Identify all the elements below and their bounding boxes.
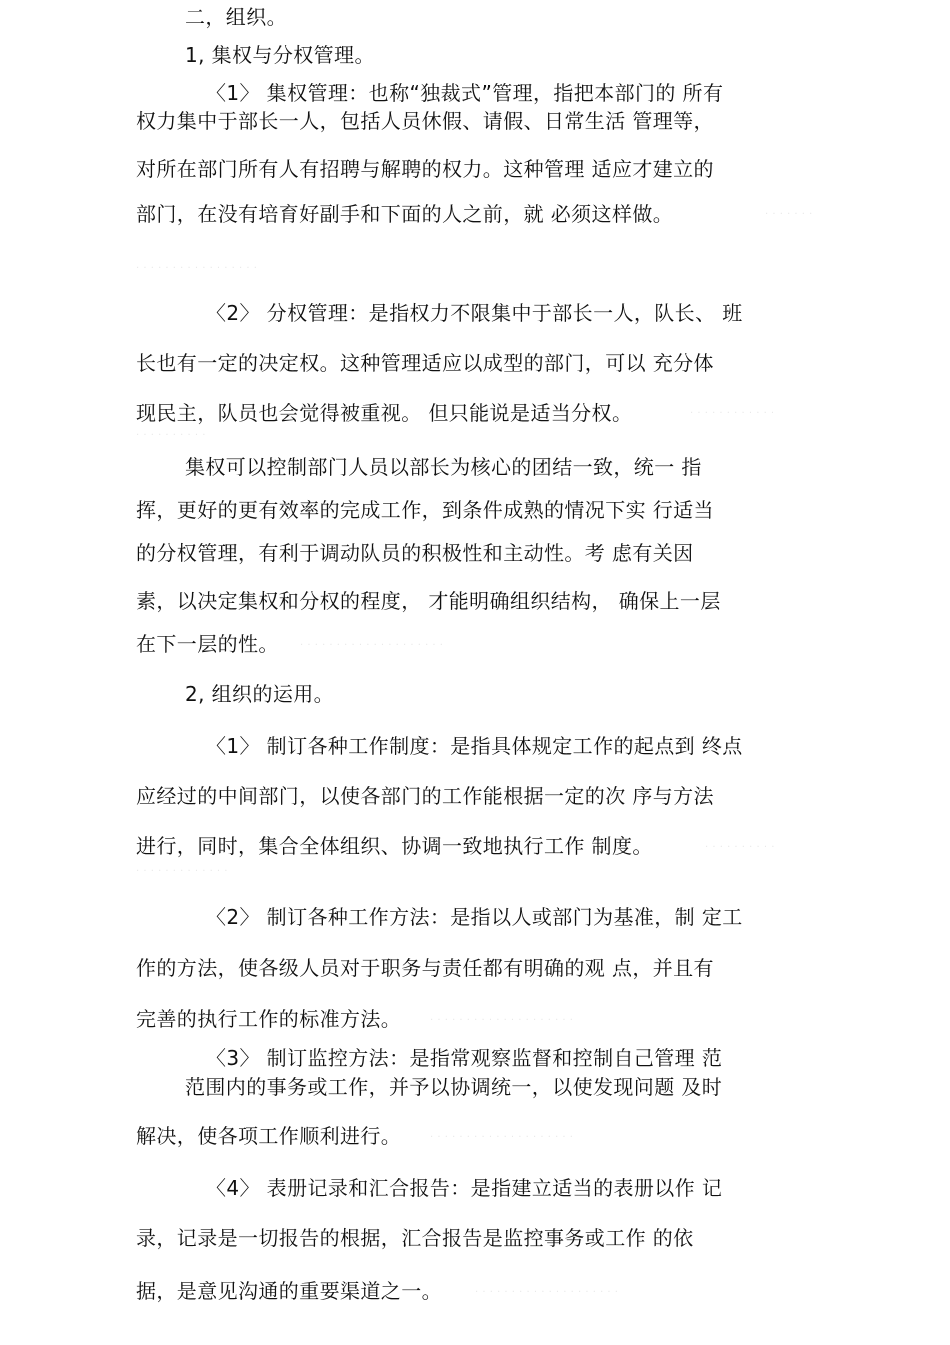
paragraph-line: 权力集中于部长一人，包括人员休假、请假、日常生活 管理等， xyxy=(136,109,714,133)
subsection-heading: 1, 集权与分权管理。 xyxy=(185,43,375,67)
faint-mark: · · · · · · · · · · xyxy=(705,842,775,853)
paragraph-line: 解决，使各项工作顺利进行。 xyxy=(136,1124,402,1148)
paragraph-line: 在下一层的性。 xyxy=(136,632,279,656)
paragraph-line: 部门，在没有培育好副手和下面的人之前，就 必须这样做。 xyxy=(136,202,674,226)
paragraph-line: 的分权管理，有利于调动队员的积极性和主动性。考 虑有关因 xyxy=(136,541,694,565)
paragraph-line: 挥，更好的更有效率的完成工作，到条件成熟的情况下实 行适当 xyxy=(136,498,714,522)
faint-mark: · · · · · · · · · · · · xyxy=(690,408,775,419)
paragraph-line: 应经过的中间部门，以使各部门的工作能根据一定的次 序与方法 xyxy=(136,784,714,808)
faint-mark: · · · · · · · xyxy=(765,209,813,220)
paragraph-line: 〈1〉 制订各种工作制度：是指具体规定工作的起点到 终点 xyxy=(206,734,743,758)
section-heading: 二，组织。 xyxy=(185,5,287,29)
paragraph-line: 进行，同时，集合全体组织、协调一致地执行工作 制度。 xyxy=(136,834,653,858)
faint-mark: · · · · · · · · · · xyxy=(136,430,206,441)
paragraph-line: 完善的执行工作的标准方法。 xyxy=(136,1007,402,1031)
faint-mark: · · · · · · · · · · · · · · · · · · · · xyxy=(430,1015,574,1026)
paragraph-line: 〈4〉 表册记录和汇合报告：是指建立适当的表册以作 记 xyxy=(206,1176,723,1200)
faint-mark: · · · · · · · · · · · · · xyxy=(136,866,228,877)
faint-mark: · · · · · · · · · · · · · · · · · xyxy=(136,263,258,274)
paragraph-line: 〈3〉 制订监控方法：是指常观察监督和控制自己管理 范 xyxy=(206,1046,723,1070)
faint-mark: · · · · · · · · · · · · · · · · · · · · xyxy=(475,1287,619,1298)
paragraph-line: 范围内的事务或工作，并予以协调统一，以使发现问题 及时 xyxy=(185,1075,723,1099)
paragraph-line: 集权可以控制部门人员以部长为核心的团结一致，统一 指 xyxy=(185,455,702,479)
paragraph-line: 录，记录是一切报告的根据，汇合报告是监控事务或工作 的依 xyxy=(136,1226,694,1250)
faint-mark: · · · · · · · · · · · · · · · · · · · · xyxy=(430,1132,574,1143)
paragraph-line: 现民主，队员也会觉得被重视。 但只能说是适当分权。 xyxy=(136,401,633,425)
paragraph-line: 长也有一定的决定权。这种管理适应以成型的部门，可以 充分体 xyxy=(136,351,714,375)
faint-mark: · · · · · · · · · · · · · · · · · · · · xyxy=(300,640,444,651)
paragraph-line: 作的方法，使各级人员对于职务与责任都有明确的观 点，并且有 xyxy=(136,956,714,980)
paragraph-line: 对所在部门所有人有招聘与解聘的权力。这种管理 适应才建立的 xyxy=(136,157,714,181)
paragraph-line: 素，以决定集权和分权的程度， 才能明确组织结构， 确保上一层 xyxy=(136,589,721,613)
paragraph-line: 〈2〉 制订各种工作方法：是指以人或部门为基准，制 定工 xyxy=(206,905,743,929)
paragraph-line: 据，是意见沟通的重要渠道之一。 xyxy=(136,1279,442,1303)
paragraph-line: 〈1〉 集权管理：也称“独裁式”管理，指把本部门的 所有 xyxy=(206,81,724,105)
paragraph-line: 〈2〉 分权管理：是指权力不限集中于部长一人，队长、 班 xyxy=(206,301,743,325)
subsection-heading: 2, 组织的运用。 xyxy=(185,682,335,706)
